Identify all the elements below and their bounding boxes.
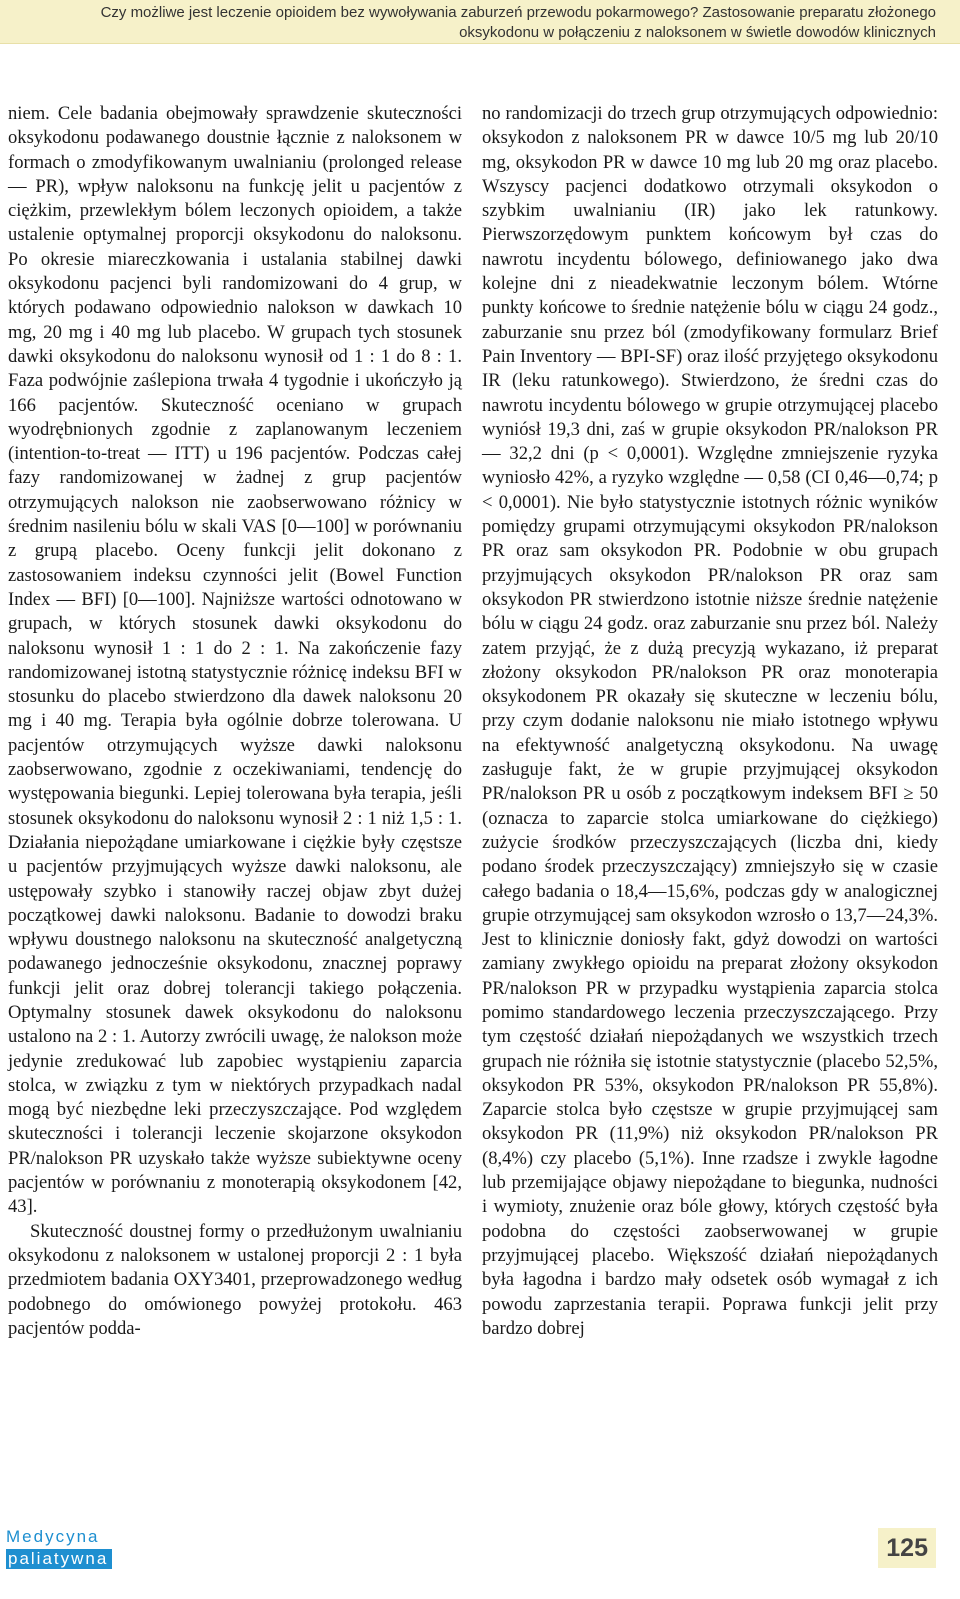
page-number: 125 [878, 1528, 936, 1568]
journal-logo [6, 1527, 112, 1569]
left-paragraph-2: Skuteczność doustnej formy o przedłużonym uwalnianiu oksykodonu z naloksonem w ustalonej proporcji 2 : 1 była przedmiotem badania OXY3401, przeprowadzonego według podobnego do omówionego powyżej protokołu. 463 pacjentów podda- [8, 1220, 462, 1339]
running-header-line-1: Czy możliwe jest leczenie opioidem bez wywoływania zaburzeń przewodu pokarmowego? Zastosowanie preparatu złożonego [100, 4, 936, 21]
left-text-column [8, 102, 462, 1341]
running-header-line-2: oksykodonu w połączeniu z naloksonem w świetle dowodów klinicznych [459, 24, 936, 41]
left-paragraph-1: niem. Cele badania obejmowały sprawdzenie skuteczności oksykodonu podawanego doustnie łącznie z naloksonem w formach o zmodyfikowanym uwalnianiu (prolonged release — PR), wpływ naloksonu na funkcję jelit u pacjentów z ciężkim, przewlekłym bólem leczonych opioidem, a także ustalenie optymalnej proporcji oksykodonu do naloksonu. Po okresie miareczkowania i ustalania stabilnej dawki oksykodonu pacjenci byli randomizowani do 4 grup, w których podawano odpowiednio nalokson w dawkach 10 mg, 20 mg i 40 mg lub placebo. W grupach tych stosunek dawki oksykodonu do naloksonu wynosił od 1 : 1 do 8 : 1. Faza podwójnie zaślepiona trwała 4 tygodnie i ukończyło ją 166 pacjentów. Skuteczność oceniano w grupach wyodrębnionych zgodnie z zaplanowanym leczeniem (intention-to-treat — ITT) u 196 pacjentów. Podczas całej fazy randomizowanej w żadnej z grup pacjentów otrzymujących nalokson nie zaobserwowano różnicy w średnim nasileniu bólu w skali VAS [0—100] w porównaniu z grupą placebo. Oceny funkcji jelit dokonano z zastosowaniem indeksu czynności jelit (Bowel Function Index — BFI) [0—100]. Najniższe wartości odnotowano w grupach, w których stosunek dawki oksykodonu do naloksonu wynosił 1 : 1 do 2 : 1. Na zakończenie fazy randomizowanej istotną statystycznie różnicę indeksu BFI w stosunku do placebo stwierdzono dla dawek naloksonu 20 mg i 40 mg. Terapia była ogólnie dobrze tolerowana. U pacjentów otrzymujących wyższe dawki naloksonu zaobserwowano, zgodnie z oczekiwaniami, tendencję do występowania biegunki. Lepiej tolerowana była terapia, jeśli stosunek oksykodonu do naloksonu wynosił 2 : 1 niż 1,5 : 1. Działania niepożądane umiarkowane i ciężkie były częstsze u pacjentów przyjmujących wyższe dawki naloksonu, ale ustępowały szybko i stanowiły raczej objaw zbyt dużej początkowej dawki naloksonu. Badanie to dowodzi braku wpływu doustnego naloksonu na skuteczność analgetyczną podawanego jednocześnie oksykodonu, znacznej poprawy funkcji jelit oraz dobrej tolerancji takiego połączenia. Optymalny stosunek dawek oksykodonu do naloksonu ustalono na 2 : 1. Autorzy zwrócili uwagę, że nalokson może jedynie zredukować lub zapobiec wystąpieniu zaparcia stolca, w związku z tym w niektórych przypadkach nadal mogą być niezbędne leki przeczyszczające. Pod względem skuteczności i tolerancji leczenie skojarzone oksykodon PR/nalokson PR uzyskało także wyższe subiektywne oceny pacjentów w porównaniu z monoterapią oksykodonem [42, 43]. [8, 103, 462, 1218]
right-text-column [482, 102, 938, 1341]
right-paragraph-1: no randomizacji do trzech grup otrzymujących odpowiednio: oksykodon z naloksonem PR w dawce 10/5 mg lub 20/10 mg, oksykodon PR w dawce 10 mg lub 20 mg oraz placebo. Wszyscy pacjenci dodatkowo otrzymali oksykodon o szybkim uwalnianiu (IR) jako lek ratunkowy. Pierwszorzędowym punktem końcowym był czas do nawrotu incydentu bólowego, definiowanego jako dwa kolejne dni z nieadekwatnie leczonym bólem. Wtórne punkty końcowe to średnie natężenie bólu w ciągu 24 godz., zaburzanie snu przez ból (zmodyfikowany formularz Brief Pain Inventory — BPI-SF) oraz ilość przyjętego oksykodonu IR (leku ratunkowego). Stwierdzono, że średni czas do nawrotu incydentu bólowego w grupie otrzymującej placebo wyniósł 19,3 dni, zaś w grupie oksykodon PR/nalokson PR — 32,2 dni (p < 0,0001). Względne zmniejszenie ryzyka wyniosło 42%, a ryzyko względne — 0,58 (CI 0,46—0,74; p < 0,0001). Nie było statystycznie istotnych różnic wyników pomiędzy grupami otrzymującymi oksykodon PR/nalokson PR oraz sam oksykodon PR. Podobnie w obu grupach przyjmujących oksykodon PR/nalokson PR oraz sam oksykodon PR stwierdzono istotnie niższe średnie natężenie bólu w ciągu 24 godz. oraz zaburzanie snu przez ból. Należy zatem przyjąć, że z dużą precyzją wykazano, iż preparat złożony oksykodon PR/nalokson PR oraz monoterapia oksykodonem PR okazały się skuteczne w leczeniu bólu, przy czym dodanie naloksonu nie miało istotnego wpływu na efektywność analgetyczną oksykodonu. Na uwagę zasługuje fakt, że w grupie przyjmującej oksykodon PR/nalokson PR u osób z początkowym indeksem BFI ≥ 50 (oznacza to zaparcie stolca umiarkowane do ciężkiego) zużycie środków przeczyszczających (liczba dni, kiedy podano środek przeczyszczający) zmniejszyło się w czasie całego badania o 18,4—15,6%, podczas gdy w analogicznej grupie otrzymującej sam oksykodon wzrosło o 13,7—24,3%. Jest to klinicznie doniosły fakt, gdyż dowodzi on wartości zamiany zwykłego opioidu na preparat złożony oksykodon PR/nalokson PR w przypadku wystąpienia zaparcia stolca pomimo standardowego leczenia przeczyszczającego. Przy tym częstość działań niepożądanych we wszystkich trzech grupach nie różniła się istotnie statystycznie (placebo 52,5%, oksykodon PR 53%, oksykodon PR/nalokson PR 55,8%). Zaparcie stolca było częstsze w grupie przyjmującej sam oksykodon PR (11,9%) niż oksykodon PR/nalokson PR (8,4%) czy placebo (5,1%). Inne rzadsze i zwykle łagodne lub przemijające objawy niepożądane to biegunka, nudności i wymioty, znużenie oraz bóle głowy, których częstość była podobna do częstości zaobserwowanej w grupie przyjmującej placebo. Większość działań niepożądanych była łagodna i bardzo mały odsetek osób wymagał z ich powodu zaprzestania terapii. Poprawa funkcji jelit przy bardzo dobrej [482, 103, 938, 1339]
journal-logo-line-2: paliatywna [6, 1549, 112, 1569]
running-header [0, 0, 960, 44]
journal-logo-line-1: Medycyna [6, 1527, 100, 1546]
